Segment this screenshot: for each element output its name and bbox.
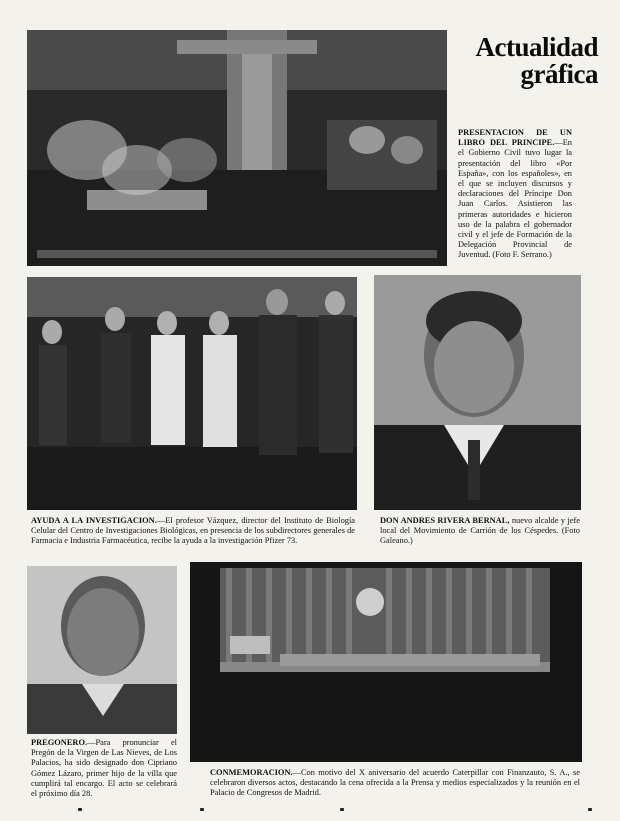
section-title [448,34,598,88]
caption-heading: PRESENTACION DE UN LIBRO DEL PRINCIPE. [458,128,572,148]
section-title-line1: Actualidad [475,32,598,62]
caption-heading: DON ANDRES RIVERA BERNAL, [380,516,510,525]
photo-andres-rivera [374,275,581,510]
caption-heading: CONMEMORACION. [210,768,293,777]
caption-body: —El profesor Vázquez, director del Instituto de Biología Celular del Centro de Investigaciones Biológicas, en presencia de los subdirectores generales de Farmacia e Industria Farmacéutica, recibe la ayuda a la investigación Pfizer 73. [31,516,355,546]
caption-pregonero [31,738,177,799]
caption-body: —Con motivo del X aniversario del acuerdo Caterpillar con Finanzauto, S. A., se celebraron diversos actos, destacando la cena ofrecida a la Prensa y medios especializados y la reunión en el Palacio de Congresos de Madrid. [210,768,580,798]
photo-ayuda-investigacion [27,277,357,510]
caption-body: —En el Gobierno Civil tuvo lugar la presentación del libro «Por España», con los españoles», en el que se incluyen discursos y declaraciones del Príncipe Don Juan Carlos. Asistieron las primeras autoridades e hicieron uso de la palabra el gobernador civil y el jefe de Formación de la Delegación Provincial de Juventud. (Foto F. Serrano.) [458,138,572,260]
scan-mark [200,808,204,811]
scan-mark [340,808,344,811]
photo-pregonero [27,566,177,734]
caption-andres-rivera [380,516,580,547]
scan-marks [0,806,620,818]
caption-heading: PREGONERO. [31,738,88,747]
caption-body: —Para pronunciar el Pregón de la Virgen de Las Nieves, de Los Palacios, ha sido designado don Cipriano Gómez Lázaro, primer hijo de la villa que cumplirá tal encargo. El acto se celebrará el próximo día 28. [31,738,177,799]
scan-mark [588,808,592,811]
caption-heading: AYUDA A LA INVESTIGACION. [31,516,157,525]
caption-libro-principe [458,128,572,261]
photo-libro-principe [27,30,447,266]
photo-conmemoracion [190,562,582,762]
caption-body: nuevo alcalde y jefe local del Movimiento de Carrión de los Céspedes. (Foto Galeano.) [380,516,581,546]
section-title-line2: gráfica [520,59,598,89]
caption-ayuda-investigacion [31,516,355,547]
scan-mark [78,808,82,811]
caption-conmemoracion [210,768,580,799]
